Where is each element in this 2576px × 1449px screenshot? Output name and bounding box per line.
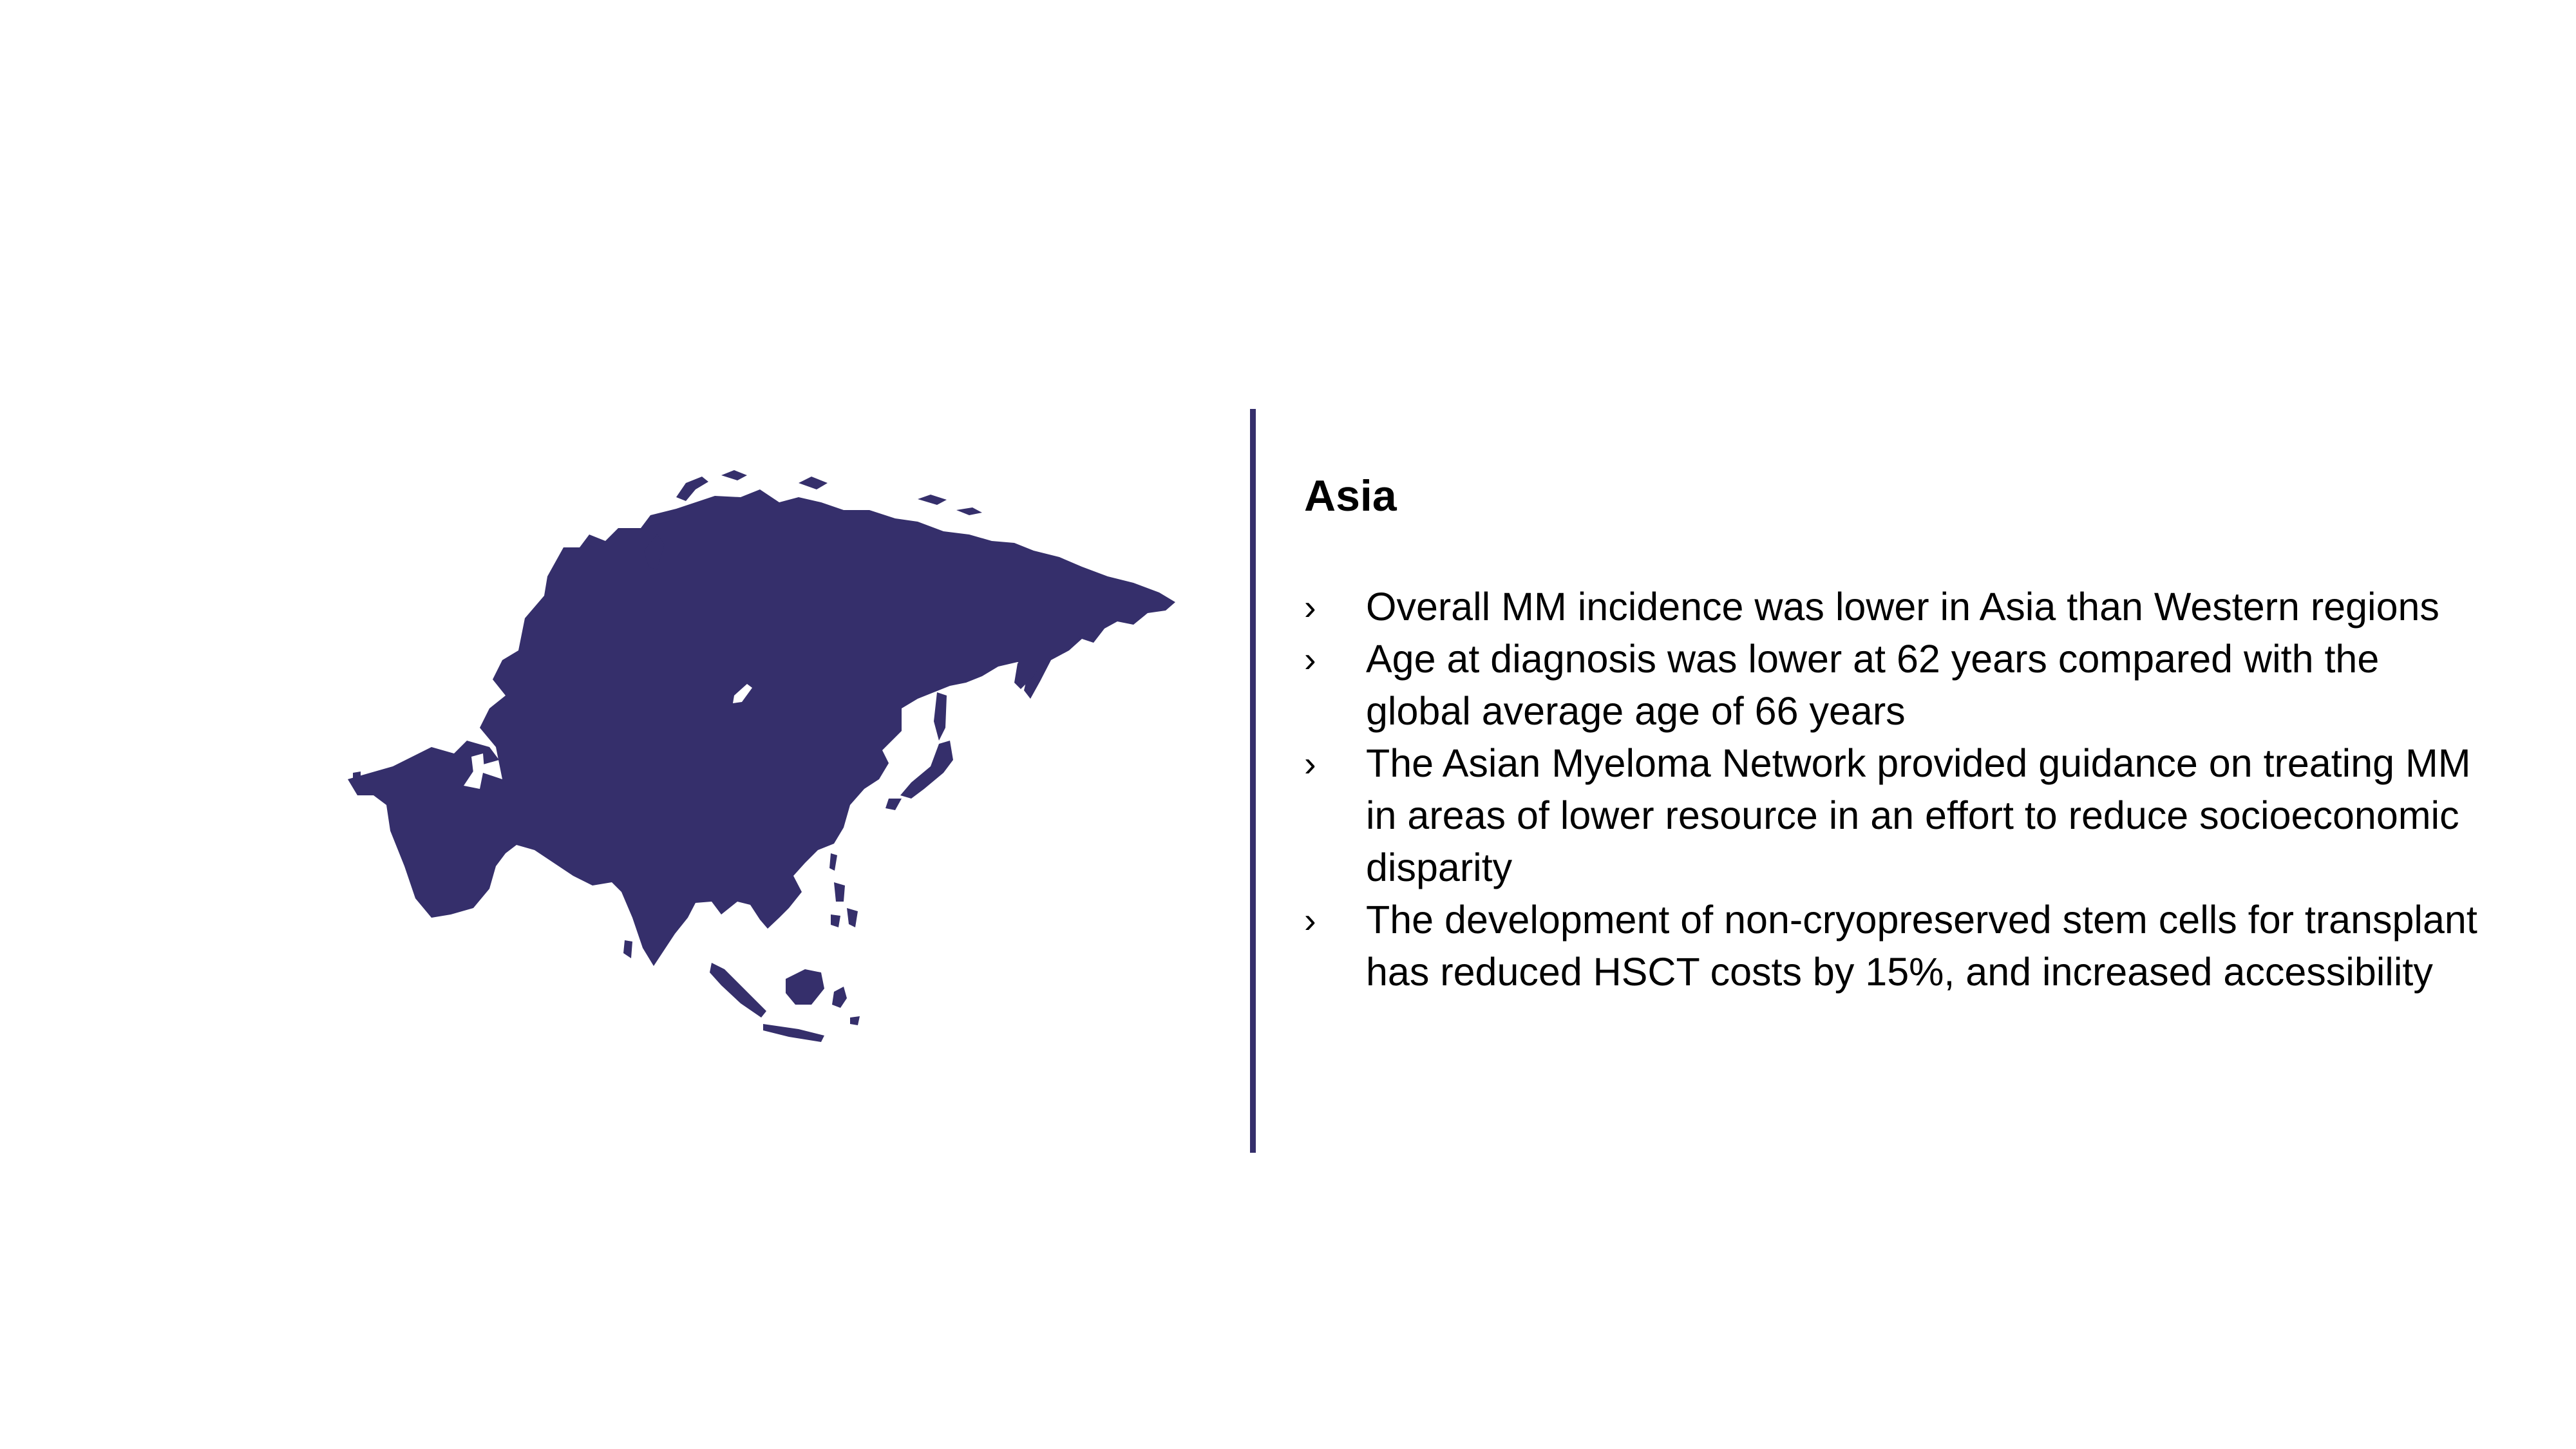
bullet-list xyxy=(1304,581,2489,998)
bullet-marker-icon: › xyxy=(1304,638,1316,679)
section-title: Asia xyxy=(1304,471,1397,520)
bullet-text: The Asian Myeloma Network provided guidance on treating MM in areas of lower resource in an effort to reduce socioeconomic disparity xyxy=(1366,741,2471,889)
bullet-text: Age at diagnosis was lower at 62 years compared with the global average age of 66 years xyxy=(1366,636,2380,733)
bullet-item xyxy=(1304,737,2489,894)
bullet-item xyxy=(1304,581,2489,633)
bullet-marker-icon: › xyxy=(1304,899,1316,940)
bullet-marker-icon: › xyxy=(1304,586,1316,627)
bullet-item xyxy=(1304,894,2489,998)
bullet-text: The development of non-cryopreserved stem cells for transplant has reduced HSCT costs by 15%, and increased accessibility xyxy=(1366,897,2477,994)
content-panel xyxy=(1304,470,2489,998)
bullet-text: Overall MM incidence was lower in Asia than Western regions xyxy=(1366,584,2439,629)
bullet-marker-icon: › xyxy=(1304,743,1316,784)
vertical-divider xyxy=(1250,409,1256,1153)
bullet-item xyxy=(1304,633,2489,737)
asia-map-icon xyxy=(335,438,1198,1056)
